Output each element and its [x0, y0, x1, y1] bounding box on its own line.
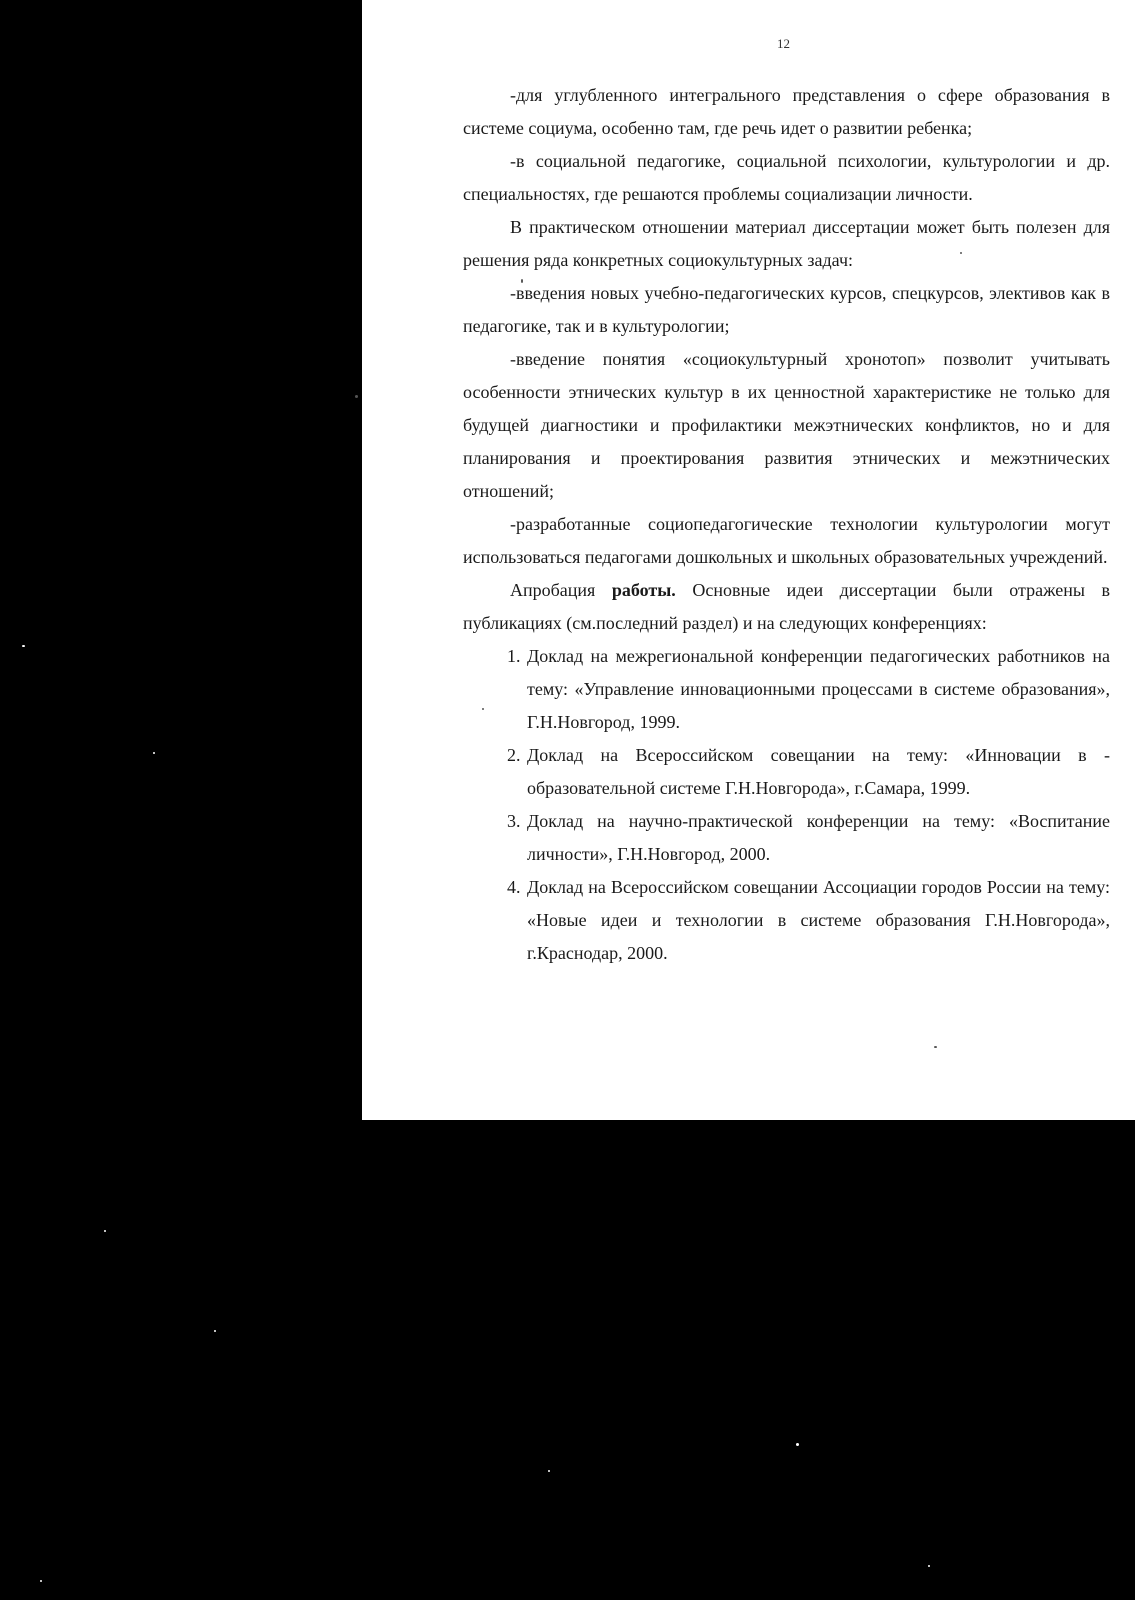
conference-list: [463, 640, 1110, 970]
page-speck: [355, 395, 358, 398]
page-number: 12: [777, 36, 790, 51]
conference-number: 4.: [507, 877, 521, 897]
scan-speck: [796, 1443, 799, 1446]
conference-text: Доклад на Всероссийском совещании Ассоциации городов России на тему: «Новые идеи и технологии в системе образования Г.Н.Новгорода», г.Краснодар, 2000.: [527, 877, 1110, 963]
conference-item: [463, 805, 1110, 871]
page-speck: [934, 1046, 937, 1048]
approbation-bold-word: работы.: [611, 580, 676, 600]
paragraph-social-pedagogy: -в социальной педагогике, социальной психологии, культурологии и др. специальностях, где решаются проблемы социализации личности.: [463, 151, 1110, 204]
scan-speck: [40, 1580, 42, 1582]
paragraph-approbation: [463, 574, 1110, 640]
scan-speck: [153, 752, 155, 754]
paragraph-new-courses: -введения новых учебно-педагогических курсов, спецкурсов, элективов как в педагогике, так и в культурологии;: [463, 283, 1110, 336]
scan-speck: [214, 1330, 216, 1332]
approbation-lead: Апробация: [510, 580, 596, 600]
document-body: [463, 79, 1110, 970]
scan-speck: [22, 645, 25, 647]
conference-item: [463, 640, 1110, 739]
conference-text: Доклад на научно-практической конференции на тему: «Воспитание личности», Г.Н.Новгород, 2000.: [527, 811, 1110, 864]
conference-item: [463, 871, 1110, 970]
paragraph-chronotope: -введение понятия «социокультурный хронотоп» позволит учитывать особенности этнических культур в их ценностной характеристике не только для будущей диагностики и профилактики межэтнических конфликтов, но и для планирования и проектирования развития этнических и межэтнических отношений;: [463, 349, 1110, 501]
paragraph-practical-use: В практическом отношении материал диссертации может быть полезен для решения ряда конкретных социокультурных задач:: [463, 217, 1110, 270]
paragraph-integral-education: -для углубленного интегрального представления о сфере образования в системе социума, особенно там, где речь идет о развитии ребенка;: [463, 85, 1110, 138]
conference-number: 2.: [507, 745, 521, 765]
scan-speck: [928, 1565, 930, 1567]
conference-number: 3.: [507, 811, 521, 831]
conference-number: 1.: [507, 646, 521, 666]
approbation-text: Основные идеи диссертации были отражены в публикациях (см.последний раздел) и на следующих конференциях:: [463, 580, 1111, 633]
conference-text: Доклад на межрегиональной конференции педагогических работников на тему: «Управление инновационными процессами в системе образования», Г.Н.Новгород, 1999.: [527, 646, 1110, 732]
scan-speck: [548, 1470, 550, 1472]
conference-item: [463, 739, 1110, 805]
scan-speck: [104, 1230, 106, 1232]
conference-text: Доклад на Всероссийском совещании на тему: «Инновации в - образовательной системе Г.Н.Новгорода», г.Самара, 1999.: [527, 745, 1110, 798]
paragraph-technologies: -разработанные социопедагогические технологии культурологии могут использоваться педагогами дошкольных и школьных образовательных учреждений.: [463, 514, 1110, 567]
